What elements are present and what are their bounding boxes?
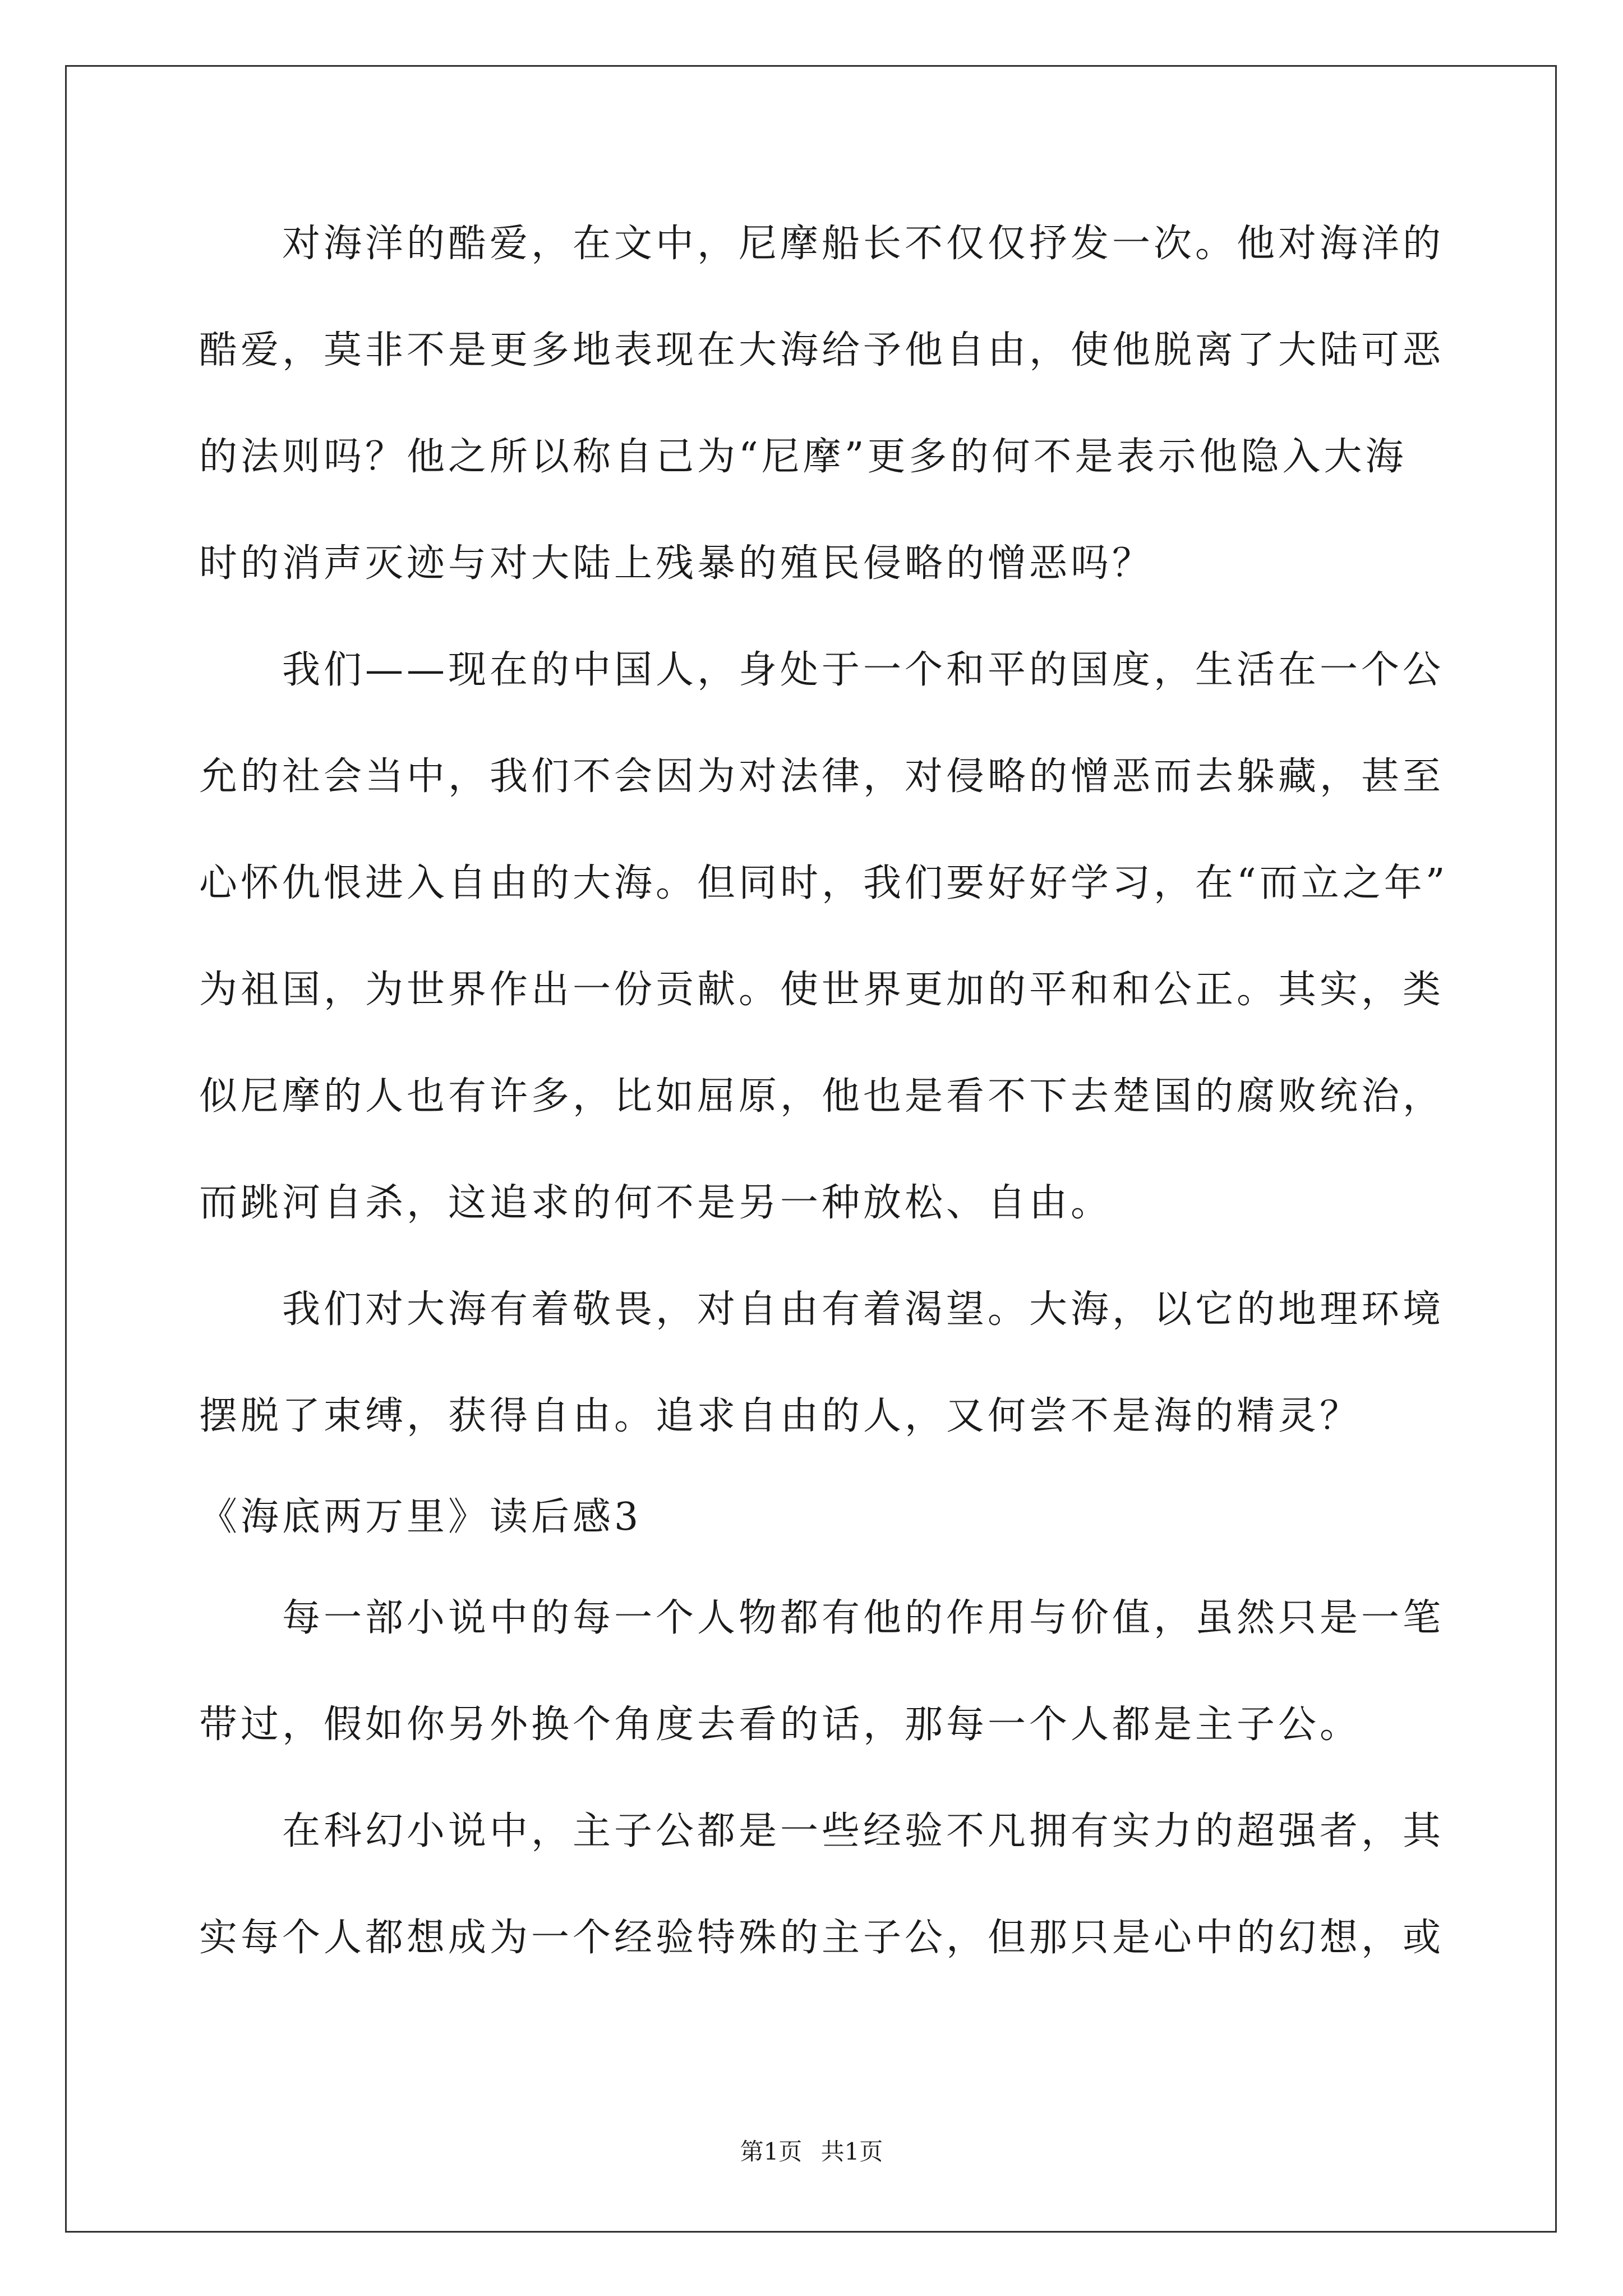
text-line: 为祖国，为世界作出一份贡献。使世界更加的平和和公正。其实，类 xyxy=(199,968,1445,1012)
text-line: 我们——现在的中国人，身处于一个和平的国度，生活在一个公 xyxy=(282,648,1445,692)
text-line: 实每个人都想成为一个经验特殊的主子公，但那只是心中的幻想，或 xyxy=(199,1916,1445,1960)
text-line: 摆脱了束缚，获得自由。追求自由的人，又何尝不是海的精灵？ xyxy=(199,1394,1362,1438)
text-line: 带过，假如你另外换个角度去看的话，那每一个人都是主子公。 xyxy=(199,1703,1362,1747)
text-line: 而跳河自杀，这追求的何不是另一种放松、自由。 xyxy=(199,1181,1113,1225)
text-line: 的法则吗？他之所以称自己为“尼摩”更多的何不是表示他隐入大海 xyxy=(199,435,1407,479)
text-line: 对海洋的酷爱，在文中，尼摩船长不仅仅抒发一次。他对海洋的 xyxy=(282,222,1445,266)
section-heading: 《海底两万里》读后感3 xyxy=(199,1495,642,1539)
text-line: 时的消声灭迹与对大陆上残暴的殖民侵略的憎恶吗？ xyxy=(199,541,1154,586)
text-line: 我们对大海有着敬畏，对自由有着渴望。大海，以它的地理环境 xyxy=(282,1287,1445,1332)
text-line: 每一部小说中的每一个人物都有他的作用与价值，虽然只是一笔 xyxy=(282,1596,1445,1640)
text-line: 在科幻小说中，主子公都是一些经验不凡拥有实力的超强者，其 xyxy=(282,1809,1445,1853)
page-total: 共1页 xyxy=(820,2138,883,2165)
text-line: 酷爱，莫非不是更多地表现在大海给予他自由，使他脱离了大陆可恶 xyxy=(199,328,1445,372)
page-footer xyxy=(0,2135,1623,2169)
page-number: 第1页 xyxy=(740,2138,803,2165)
text-line: 似尼摩的人也有许多，比如屈原，他也是看不下去楚国的腐败统治， xyxy=(199,1074,1445,1119)
text-line: 允的社会当中，我们不会因为对法律，对侵略的憎恶而去躲藏，甚至 xyxy=(199,754,1445,799)
text-line: 心怀仇恨进入自由的大海。但同时，我们要好好学习，在“而立之年” xyxy=(199,861,1449,905)
